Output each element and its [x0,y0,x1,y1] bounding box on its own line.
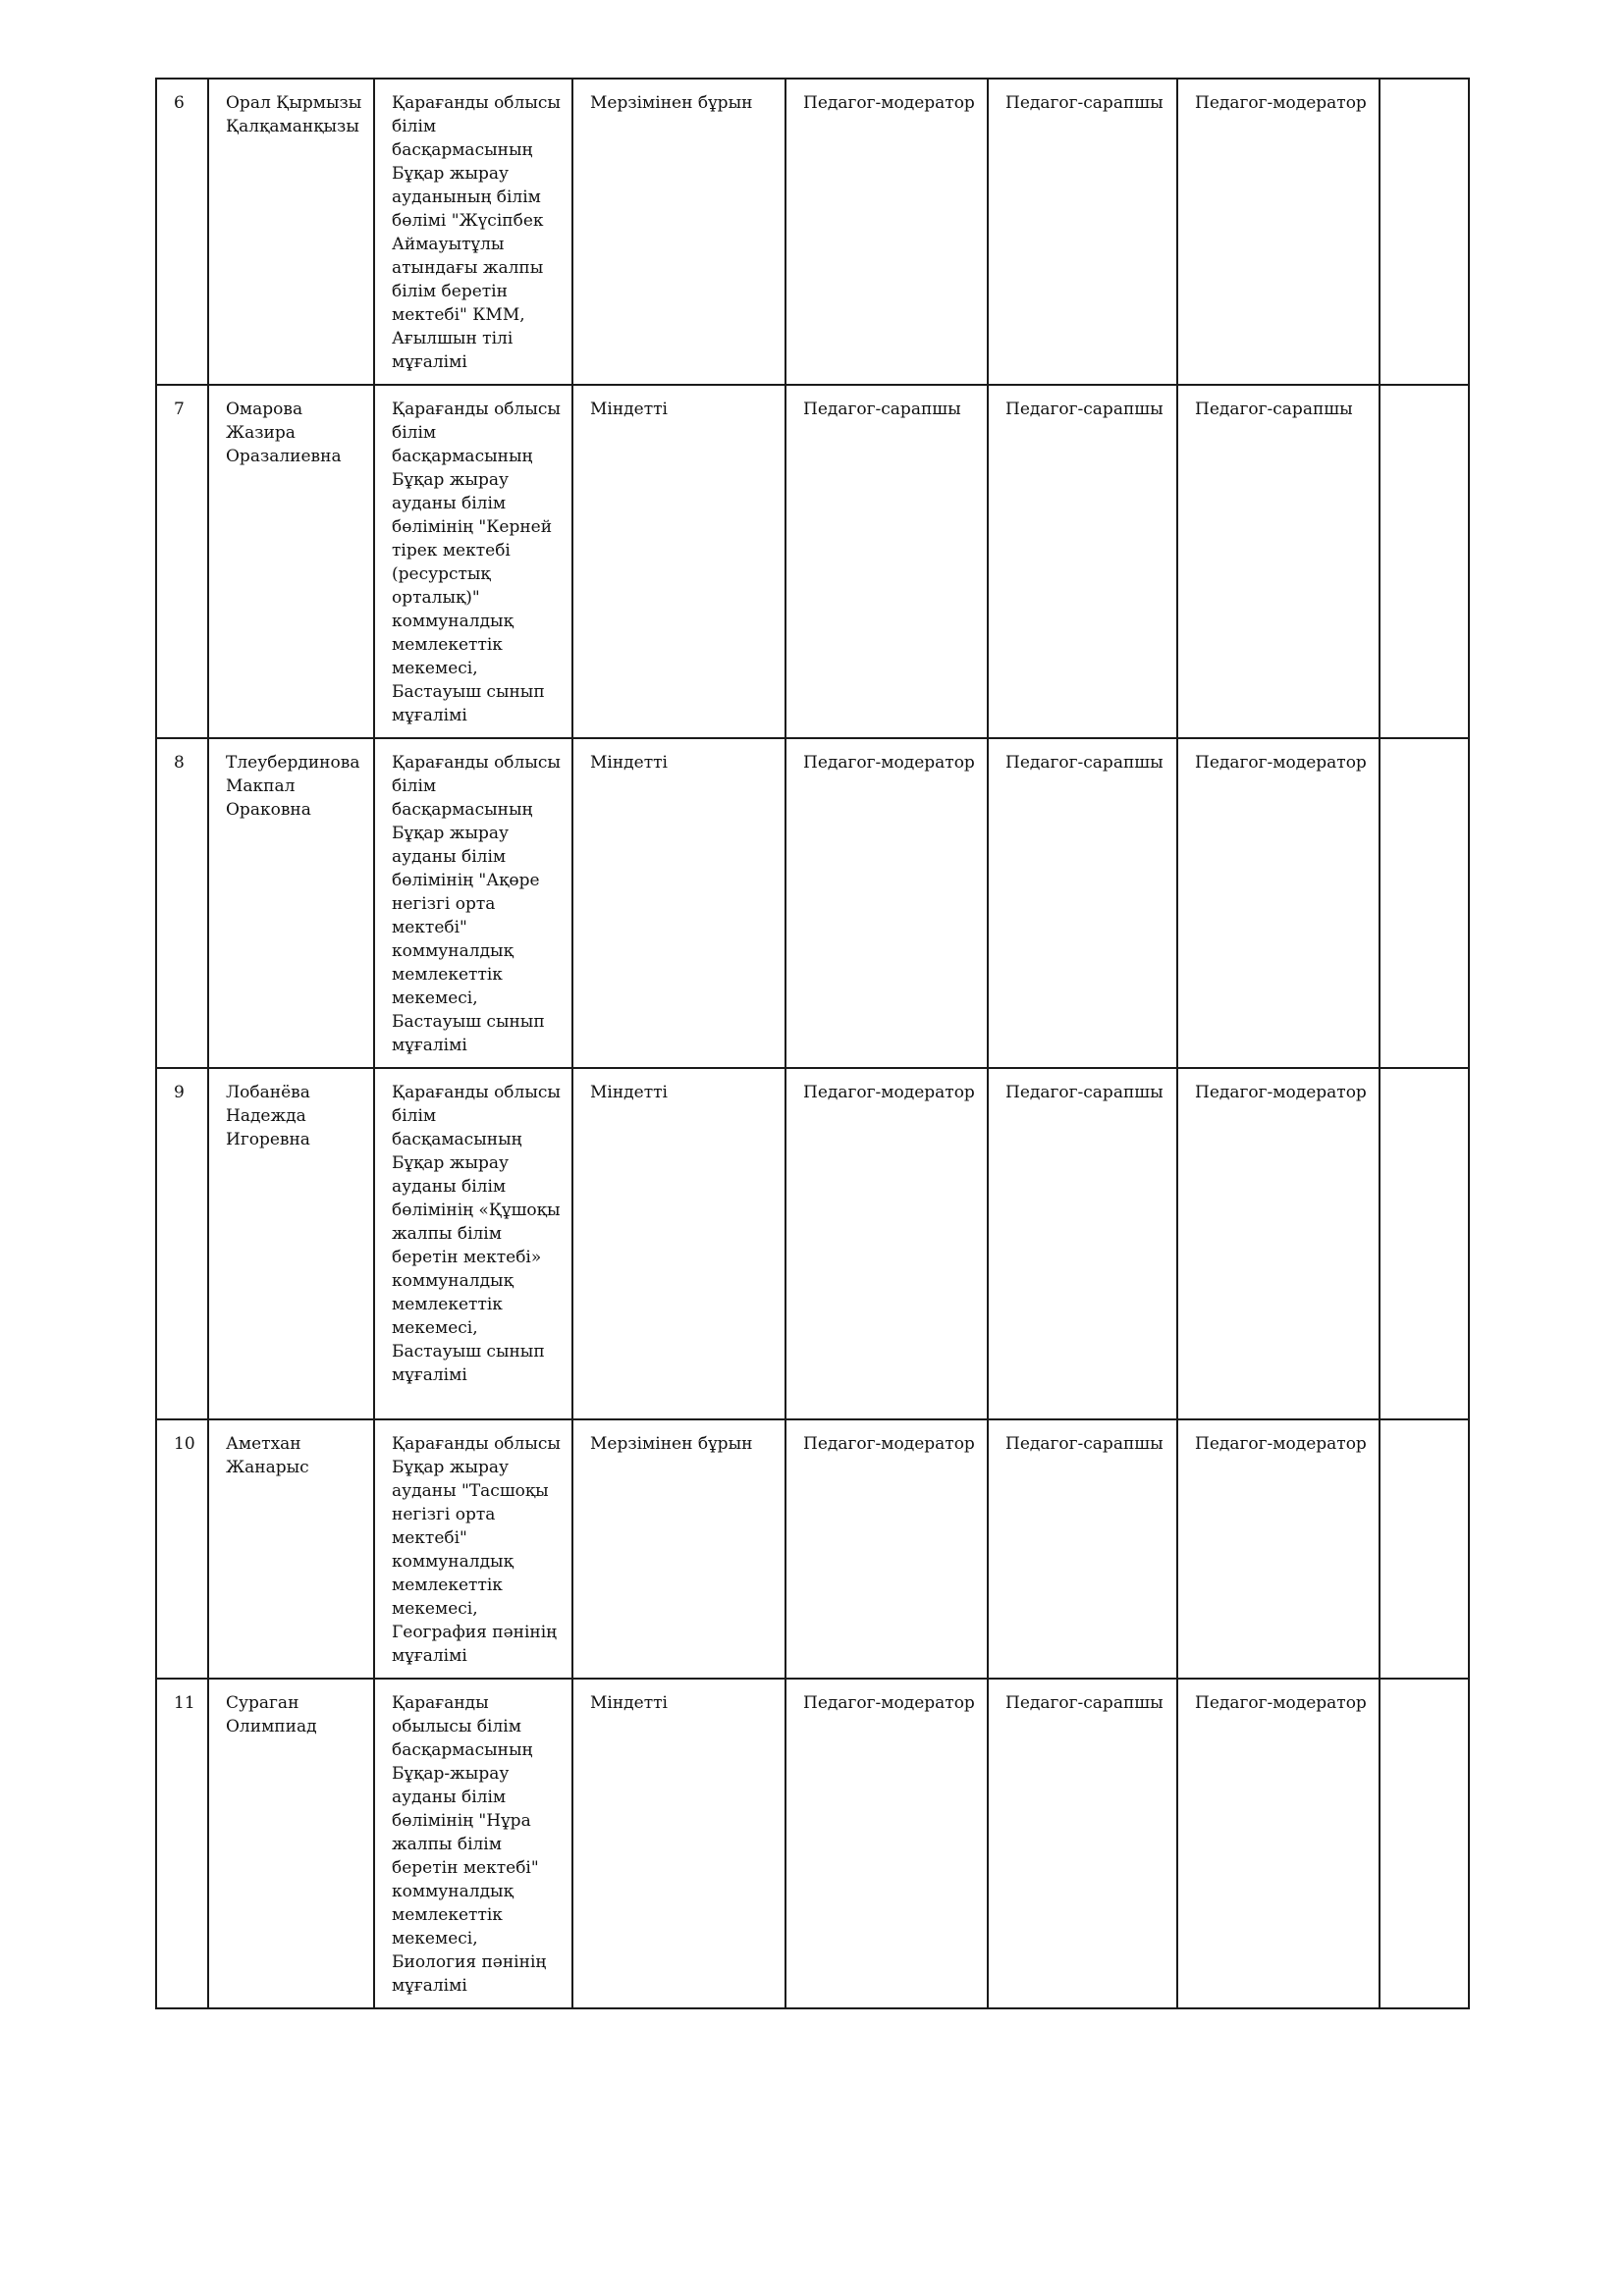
attestation-type-cell: Мерзімінен бұрын [572,79,785,385]
teacher-name-cell: Сураган Олимпиад [208,1679,374,2008]
claimed-category-cell: Педагог-сарапшы [988,385,1177,738]
workplace-cell: Қарағанды облысы білім басқармасының Бұқар жырау ауданының білім бөлімі "Жүсіпбек Аймауытұлы атындағы жалпы білім беретін мектебі" КММ, Ағылшын тілі мұғалімі [374,79,572,385]
assigned-category-cell: Педагог-модератор [1177,738,1380,1068]
assigned-category-cell: Педагог-модератор [1177,1679,1380,2008]
claimed-category-cell: Педагог-сарапшы [988,1679,1177,2008]
table-row [156,1679,1469,2008]
claimed-category-cell: Педагог-сарапшы [988,1419,1177,1679]
current-category-cell: Педагог-модератор [785,738,988,1068]
assigned-category-cell: Педагог-модератор [1177,79,1380,385]
current-category-cell: Педагог-модератор [785,1419,988,1679]
note-cell [1380,385,1469,738]
table-row [156,385,1469,738]
assigned-category-cell: Педагог-модератор [1177,1068,1380,1419]
note-cell [1380,1679,1469,2008]
table-row [156,1419,1469,1679]
table-row [156,738,1469,1068]
teacher-name-cell: Аметхан Жанарыс [208,1419,374,1679]
row-number-cell: 11 [156,1679,208,2008]
workplace-cell: Қарағанды облысы білім басқамасының Бұқар жырау ауданы білім бөлімінің «Құшоқы жалпы білім беретін мектебі» коммуналдық мемлекеттік мекемесі, Бастауыш сынып мұғалімі [374,1068,572,1419]
teacher-name-cell: Тлеубердинова Макпал Ораковна [208,738,374,1068]
assigned-category-cell: Педагог-сарапшы [1177,385,1380,738]
row-number-cell: 9 [156,1068,208,1419]
teacher-name-cell: Лобанёва Надежда Игоревна [208,1068,374,1419]
claimed-category-cell: Педагог-сарапшы [988,79,1177,385]
current-category-cell: Педагог-сарапшы [785,385,988,738]
current-category-cell: Педагог-модератор [785,1068,988,1419]
attestation-type-cell: Міндетті [572,385,785,738]
attestation-type-cell: Міндетті [572,738,785,1068]
attestation-type-cell: Міндетті [572,1068,785,1419]
workplace-cell: Қарағанды облысы білім басқармасының Бұқар жырау ауданы білім бөлімінің "Ақөре негізгі орта мектебі" коммуналдық мемлекеттік мекемесі, Бастауыш сынып мұғалімі [374,738,572,1068]
claimed-category-cell: Педагог-сарапшы [988,738,1177,1068]
row-number-cell: 10 [156,1419,208,1679]
workplace-cell: Қарағанды облысы білім басқармасының Бұқар жырау ауданы білім бөлімінің "Керней тірек мектебі (ресурстық орталық)" коммуналдық мемлекеттік мекемесі, Бастауыш сынып мұғалімі [374,385,572,738]
note-cell [1380,79,1469,385]
note-cell [1380,738,1469,1068]
table-row [156,79,1469,385]
current-category-cell: Педагог-модератор [785,1679,988,2008]
row-number-cell: 7 [156,385,208,738]
note-cell [1380,1068,1469,1419]
assigned-category-cell: Педагог-модератор [1177,1419,1380,1679]
claimed-category-cell: Педагог-сарапшы [988,1068,1177,1419]
workplace-cell: Қарағанды обылысы білім басқармасының Бұқар-жырау ауданы білім бөлімінің "Нұра жалпы білім беретін мектебі" коммуналдық мемлекеттік мекемесі, Биология пәнінің мұғалімі [374,1679,572,2008]
current-category-cell: Педагог-модератор [785,79,988,385]
workplace-cell: Қарағанды облысы Бұқар жырау ауданы "Тасшоқы негізгі орта мектебі" коммуналдық мемлекеттік мекемесі, География пәнінің мұғалімі [374,1419,572,1679]
attestation-type-cell: Мерзімінен бұрын [572,1419,785,1679]
teacher-name-cell: Омарова Жазира Оразалиевна [208,385,374,738]
attestation-type-cell: Міндетті [572,1679,785,2008]
attestation-results-table [155,78,1470,2009]
table-row [156,1068,1469,1419]
row-number-cell: 6 [156,79,208,385]
teacher-name-cell: Орал Қырмызы Қалқаманқызы [208,79,374,385]
note-cell [1380,1419,1469,1679]
row-number-cell: 8 [156,738,208,1068]
